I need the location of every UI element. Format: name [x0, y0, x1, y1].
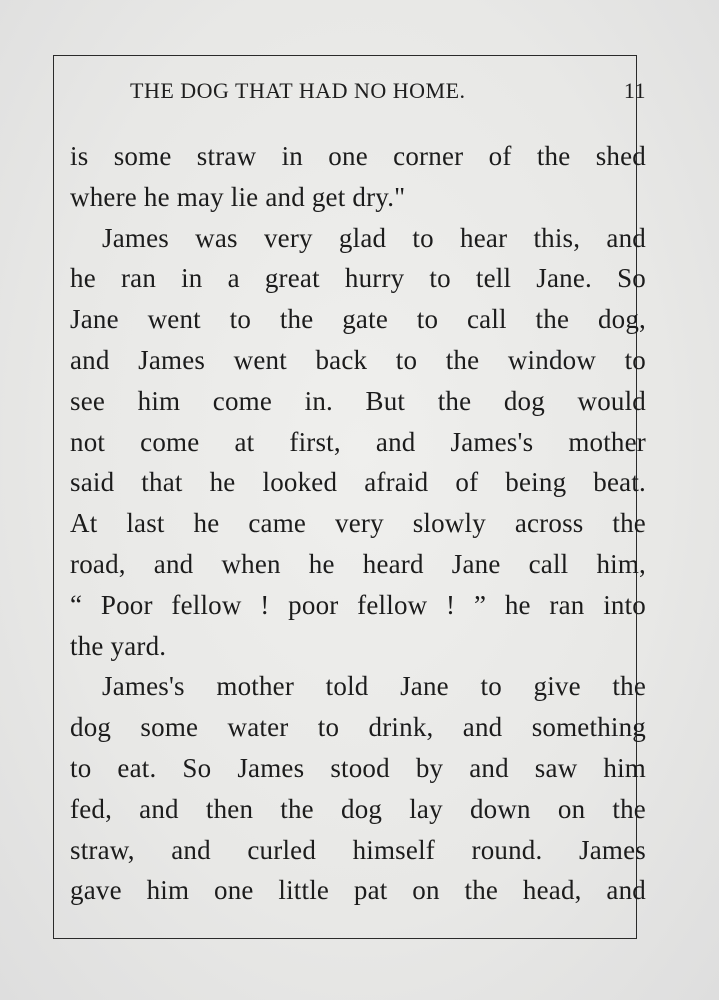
text-line: dog some water to drink, and something: [70, 712, 646, 743]
page-number: 11: [623, 78, 646, 103]
text-line: At last he came very slowly across the: [70, 508, 646, 539]
running-head: [130, 78, 646, 108]
text-line: road, and when he heard Jane call him,: [70, 548, 646, 579]
text-line: is some straw in one corner of the shed: [70, 141, 646, 171]
running-head-title: THE DOG THAT HAD NO HOME.: [130, 78, 466, 103]
text-line: and James went back to the window to: [70, 344, 646, 375]
text-line: “ Poor fellow ! poor fellow ! ” he ran into: [70, 589, 646, 620]
text-line: James was very glad to hear this, and: [102, 222, 646, 253]
text-line: James's mother told Jane to give the: [102, 671, 646, 702]
text-line: to eat. So James stood by and saw him: [70, 752, 646, 783]
text-line: fed, and then the dog lay down on the: [70, 793, 646, 824]
text-line: straw, and curled himself round. James: [70, 834, 646, 865]
body-text: [70, 136, 646, 911]
text-line: gave him one little pat on the head, and: [70, 875, 646, 906]
text-line: he ran in a great hurry to tell Jane. So: [70, 263, 646, 294]
text-line: see him come in. But the dog would: [70, 385, 646, 416]
text-line: said that he looked afraid of being beat.: [70, 467, 646, 498]
text-line: Jane went to the gate to call the dog,: [70, 304, 646, 335]
text-line: not come at first, and James's mother: [70, 426, 646, 457]
text-line: the yard.: [70, 630, 167, 661]
text-line: where he may lie and get dry.": [70, 181, 406, 212]
